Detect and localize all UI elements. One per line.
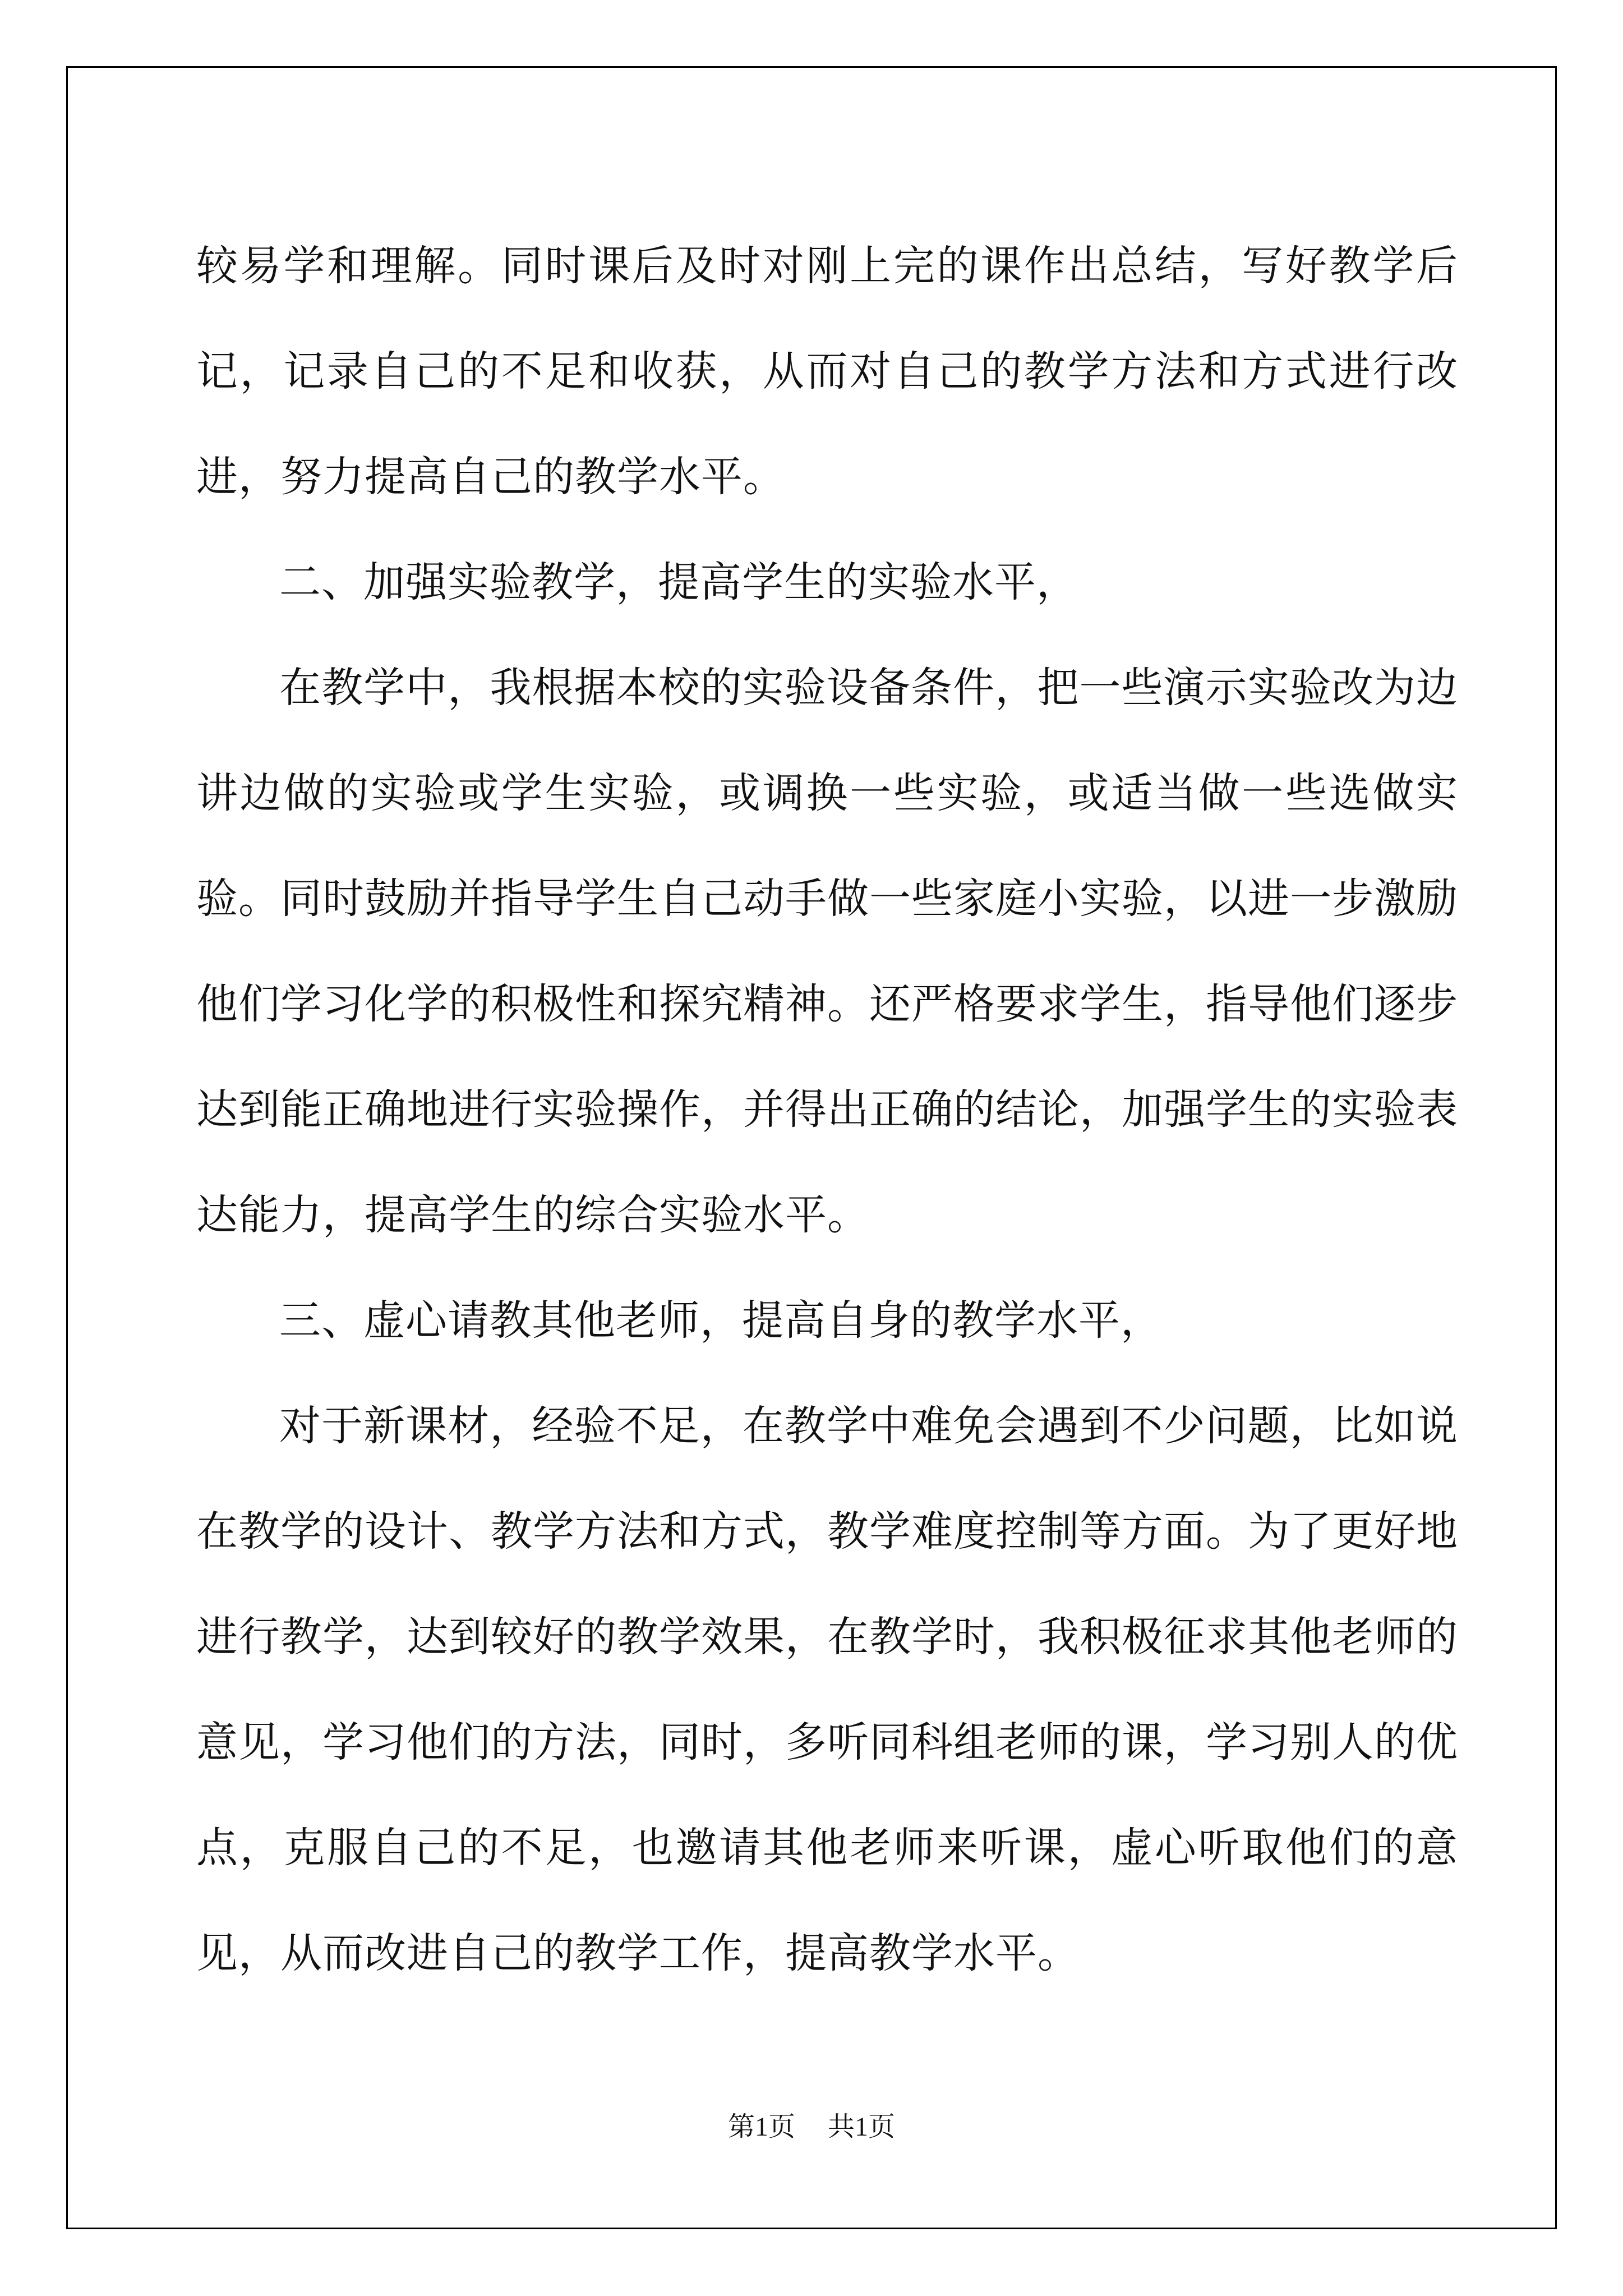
total-page-count: 共1页 [828,2112,896,2142]
paragraph: 在教学中，我根据本校的实验设备条件，把一些演示实验改为边讲边做的实验或学生实验，或调换一些实验，或适当做一些选做实验。同时鼓励并指导学生自己动手做一些家庭小实验，以进一步激励他们学习化学的积极性和探究精神。还严格要求学生，指导他们逐步达到能正确地进行实验操作，并得出正确的结论，加强学生的实验表达能力，提高学生的综合实验水平。 [196,664,1458,1239]
document-body [196,213,1458,2006]
paragraph: 对于新课材，经验不足，在教学中难免会遇到不少问题，比如说在教学的设计、教学方法和方式，教学难度控制等方面。为了更好地进行教学，达到较好的教学效果，在教学时，我积极征求其他老师的意见，学习他们的方法，同时，多听同科组老师的课，学习别人的优点，克服自己的不足，也邀请其他老师来听课，虚心听取他们的意见，从而改进自己的教学工作，提高教学水平。 [196,1402,1458,1977]
section-heading: 二、加强实验教学，提高学生的实验水平， [279,558,1078,606]
paragraph: 较易学和理解。同时课后及时对刚上完的课作出总结，写好教学后记，记录自己的不足和收获，从而对自己的教学方法和方式进行改进，努力提高自己的教学水平。 [196,242,1458,501]
section-heading: 三、虚心请教其他老师，提高自身的教学水平， [279,1296,1163,1345]
current-page-number: 第1页 [727,2112,795,2142]
page-footer [0,2105,1623,2143]
